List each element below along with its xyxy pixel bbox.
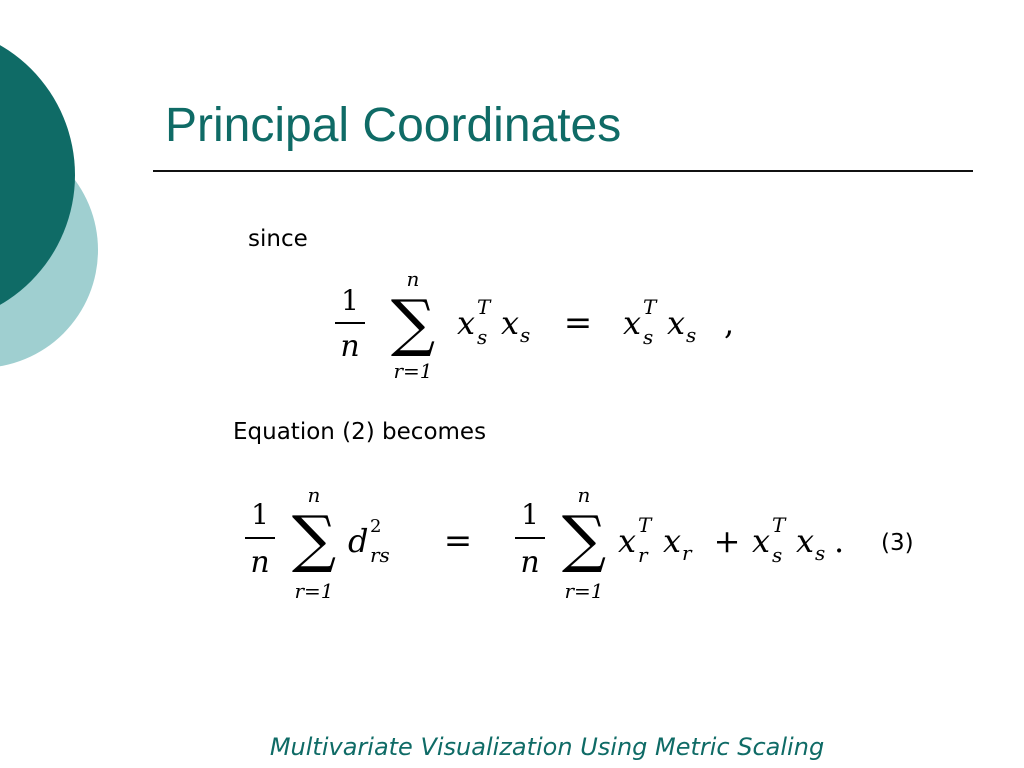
eq1-equals: = <box>563 303 593 343</box>
eq1-rhs-sub: s <box>643 325 654 349</box>
eq1-frac-bar <box>335 322 365 324</box>
eq1-lhs-sub2: s <box>520 323 531 347</box>
eq2-sum-symbol: ∑ <box>291 502 337 575</box>
eq2-t1-sub: r <box>638 543 648 567</box>
eq1-frac-num: 1 <box>341 284 359 317</box>
eq2-sum2-upper: n <box>577 483 591 507</box>
slide-footer: Multivariate Visualization Using Metric Scaling <box>269 733 825 761</box>
title-divider <box>153 170 973 172</box>
eq1-frac-den: n <box>340 329 360 364</box>
text-since: since <box>248 226 308 252</box>
eq1-rhs-sup: T <box>643 295 657 319</box>
eq1-lhs-var2: x <box>501 304 520 342</box>
eq2-frac2-den: n <box>520 545 540 580</box>
eq2-t1-sub2: r <box>682 541 692 565</box>
eq2-d-sub: rs <box>370 543 390 567</box>
eq2-t2-sup: T <box>772 513 786 537</box>
equation-1 <box>320 262 760 392</box>
eq1-lhs-sup: T <box>477 295 491 319</box>
eq2-frac-num: 1 <box>251 498 269 531</box>
eq2-equals: = <box>443 521 473 561</box>
eq2-frac2-bar <box>515 537 545 539</box>
eq2-d: d <box>348 522 369 560</box>
eq1-sum-lower: r=1 <box>393 359 433 383</box>
eq1-sum-symbol: ∑ <box>390 286 436 359</box>
eq1-lhs-sub: s <box>477 325 488 349</box>
eq2-t1-var: x <box>618 522 637 560</box>
eq2-t2-sub: s <box>772 543 783 567</box>
eq2-frac2-num: 1 <box>521 498 539 531</box>
eq2-d-sup: 2 <box>370 516 382 537</box>
eq1-rhs-var: x <box>623 304 642 342</box>
eq1-rhs-var2: x <box>667 304 686 342</box>
slide-title: Principal Coordinates <box>165 99 622 152</box>
equation-number: (3) <box>881 530 914 556</box>
eq1-punct: , <box>724 304 735 342</box>
eq2-t1-var2: x <box>663 522 682 560</box>
eq2-sum-upper: n <box>307 483 321 507</box>
eq2-t2-var2: x <box>796 522 815 560</box>
equation-3 <box>240 480 940 610</box>
eq2-sum-lower: r=1 <box>294 579 334 603</box>
eq1-lhs-var: x <box>457 304 476 342</box>
eq2-plus: + <box>713 522 741 560</box>
text-equation-becomes: Equation (2) becomes <box>233 419 487 445</box>
eq2-sum2-symbol: ∑ <box>561 502 607 575</box>
eq2-t2-var: x <box>752 522 771 560</box>
eq1-rhs-sub2: s <box>686 323 697 347</box>
decorative-circles <box>0 0 110 420</box>
eq2-frac-den: n <box>250 545 270 580</box>
eq2-t2-sub2: s <box>815 541 826 565</box>
eq1-sum-upper: n <box>406 267 420 291</box>
eq2-t1-sup: T <box>638 513 652 537</box>
eq2-punct: . <box>834 522 845 560</box>
eq2-frac-bar <box>245 537 275 539</box>
eq2-sum2-lower: r=1 <box>564 579 604 603</box>
